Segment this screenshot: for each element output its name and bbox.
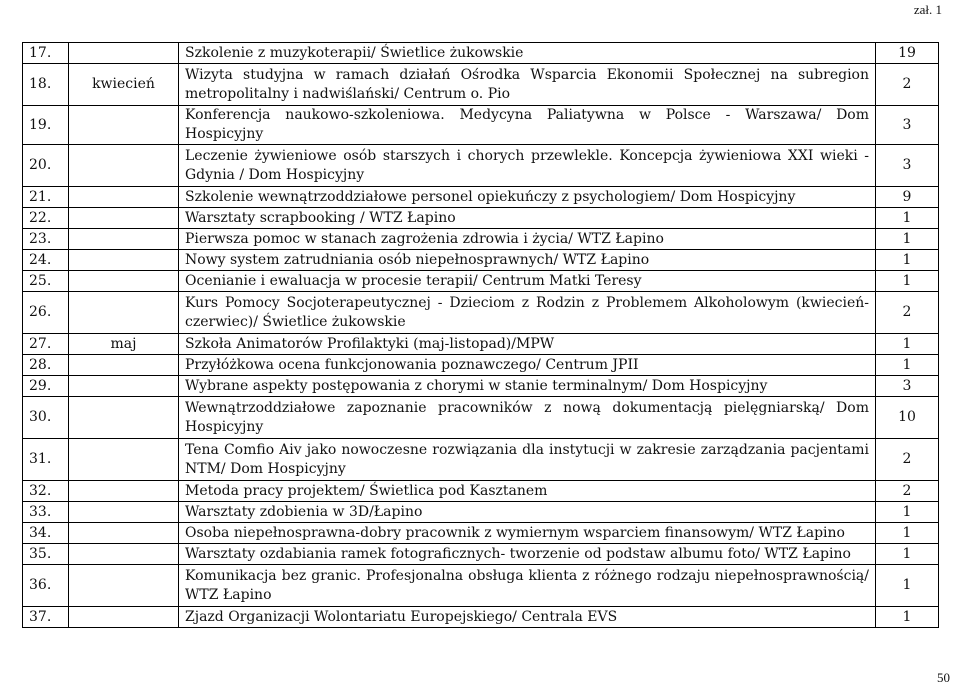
- page-number: 50: [937, 670, 950, 685]
- row-number: 17.: [23, 43, 69, 64]
- row-count: 3: [876, 145, 939, 187]
- row-month: [69, 43, 179, 64]
- table-row: [23, 229, 939, 250]
- row-number: 30.: [23, 397, 69, 439]
- table-row: [23, 64, 939, 106]
- table-row: [23, 187, 939, 208]
- row-topic: Warsztaty ozdabiania ramek fotograficznych- tworzenie od podstaw albumu foto/ WTZ Łapino: [179, 544, 876, 565]
- row-number: 27.: [23, 334, 69, 355]
- row-count: 1: [876, 607, 939, 628]
- row-number: 33.: [23, 502, 69, 523]
- row-count: 9: [876, 187, 939, 208]
- row-count: 2: [876, 64, 939, 106]
- row-count: 10: [876, 397, 939, 439]
- table-row: [23, 376, 939, 397]
- row-month: [69, 607, 179, 628]
- table-row: [23, 481, 939, 502]
- row-topic: Zjazd Organizacji Wolontariatu Europejskiego/ Centrala EVS: [179, 607, 876, 628]
- table-row: [23, 439, 939, 481]
- row-topic: Szkoła Animatorów Profilaktyki (maj-listopad)/MPW: [179, 334, 876, 355]
- row-topic: Przyłóżkowa ocena funkcjonowania poznawczego/ Centrum JPII: [179, 355, 876, 376]
- row-count: 3: [876, 376, 939, 397]
- row-number: 26.: [23, 292, 69, 334]
- table-row: [23, 565, 939, 607]
- row-count: 2: [876, 439, 939, 481]
- row-count: 1: [876, 523, 939, 544]
- row-number: 21.: [23, 187, 69, 208]
- row-topic: Metoda pracy projektem/ Świetlica pod Kasztanem: [179, 481, 876, 502]
- table-row: [23, 502, 939, 523]
- row-count: 3: [876, 106, 939, 145]
- table-row: [23, 292, 939, 334]
- row-number: 22.: [23, 208, 69, 229]
- row-number: 18.: [23, 64, 69, 106]
- table-row: [23, 397, 939, 439]
- table-row: [23, 106, 939, 145]
- row-month: [69, 145, 179, 187]
- row-count: 2: [876, 292, 939, 334]
- row-month: [69, 439, 179, 481]
- row-month: [69, 229, 179, 250]
- row-month: maj: [69, 334, 179, 355]
- row-month: [69, 355, 179, 376]
- row-number: 35.: [23, 544, 69, 565]
- row-topic: Szkolenie wewnątrzoddziałowe personel opiekuńczy z psychologiem/ Dom Hospicyjny: [179, 187, 876, 208]
- row-topic: Kurs Pomocy Socjoterapeutycznej - Dzieciom z Rodzin z Problemem Alkoholowym (kwiecień-czerwiec)/ Świetlice żukowskie: [179, 292, 876, 334]
- table-row: [23, 43, 939, 64]
- table-row: [23, 523, 939, 544]
- row-number: 31.: [23, 439, 69, 481]
- row-topic: Szkolenie z muzykoterapii/ Świetlice żukowskie: [179, 43, 876, 64]
- row-topic: Wybrane aspekty postępowania z chorymi w stanie terminalnym/ Dom Hospicyjny: [179, 376, 876, 397]
- row-count: 19: [876, 43, 939, 64]
- row-month: [69, 208, 179, 229]
- row-topic: Pierwsza pomoc w stanach zagrożenia zdrowia i życia/ WTZ Łapino: [179, 229, 876, 250]
- table-row: [23, 208, 939, 229]
- row-month: [69, 292, 179, 334]
- row-topic: Wewnątrzoddziałowe zapoznanie pracowników z nową dokumentacją pielęgniarską/ Dom Hospicyjny: [179, 397, 876, 439]
- row-number: 32.: [23, 481, 69, 502]
- row-number: 37.: [23, 607, 69, 628]
- row-number: 19.: [23, 106, 69, 145]
- row-topic: Warsztaty scrapbooking / WTZ Łapino: [179, 208, 876, 229]
- row-topic: Warsztaty zdobienia w 3D/Łapino: [179, 502, 876, 523]
- row-number: 24.: [23, 250, 69, 271]
- row-number: 20.: [23, 145, 69, 187]
- row-count: 1: [876, 229, 939, 250]
- row-count: 2: [876, 481, 939, 502]
- row-topic: Komunikacja bez granic. Profesjonalna obsługa klienta z różnego rodzaju niepełnosprawnością/ WTZ Łapino: [179, 565, 876, 607]
- row-month: kwiecień: [69, 64, 179, 106]
- row-count: 1: [876, 208, 939, 229]
- row-count: 1: [876, 565, 939, 607]
- row-topic: Nowy system zatrudniania osób niepełnosprawnych/ WTZ Łapino: [179, 250, 876, 271]
- row-number: 25.: [23, 271, 69, 292]
- row-count: 1: [876, 271, 939, 292]
- table-row: [23, 271, 939, 292]
- table-row: [23, 334, 939, 355]
- training-table: [22, 42, 939, 628]
- row-month: [69, 544, 179, 565]
- row-month: [69, 565, 179, 607]
- row-count: 1: [876, 250, 939, 271]
- row-count: 1: [876, 334, 939, 355]
- table-row: [23, 250, 939, 271]
- row-month: [69, 187, 179, 208]
- row-number: 28.: [23, 355, 69, 376]
- row-topic: Wizyta studyjna w ramach działań Ośrodka Wsparcia Ekonomii Społecznej na subregion metropolitalny i nadwiślański/ Centrum o. Pio: [179, 64, 876, 106]
- row-number: 23.: [23, 229, 69, 250]
- row-month: [69, 271, 179, 292]
- table-row: [23, 355, 939, 376]
- row-month: [69, 397, 179, 439]
- table-row: [23, 145, 939, 187]
- row-month: [69, 106, 179, 145]
- row-number: 34.: [23, 523, 69, 544]
- row-topic: Osoba niepełnosprawna-dobry pracownik z wymiernym wsparciem finansowym/ WTZ Łapino: [179, 523, 876, 544]
- row-number: 29.: [23, 376, 69, 397]
- row-topic: Tena Comfio Aiv jako nowoczesne rozwiązania dla instytucji w zakresie zarządzania pacjentami NTM/ Dom Hospicyjny: [179, 439, 876, 481]
- row-topic: Leczenie żywieniowe osób starszych i chorych przewlekle. Koncepcja żywieniowa XXI wieki - Gdynia / Dom Hospicyjny: [179, 145, 876, 187]
- row-month: [69, 481, 179, 502]
- row-month: [69, 523, 179, 544]
- row-month: [69, 250, 179, 271]
- row-count: 1: [876, 355, 939, 376]
- row-month: [69, 376, 179, 397]
- row-count: 1: [876, 544, 939, 565]
- attachment-label: zał. 1: [913, 2, 942, 17]
- row-month: [69, 502, 179, 523]
- row-topic: Konferencja naukowo-szkoleniowa. Medycyna Paliatywna w Polsce - Warszawa/ Dom Hospicyjny: [179, 106, 876, 145]
- table-row: [23, 544, 939, 565]
- table-row: [23, 607, 939, 628]
- row-topic: Ocenianie i ewaluacja w procesie terapii/ Centrum Matki Teresy: [179, 271, 876, 292]
- row-count: 1: [876, 502, 939, 523]
- row-number: 36.: [23, 565, 69, 607]
